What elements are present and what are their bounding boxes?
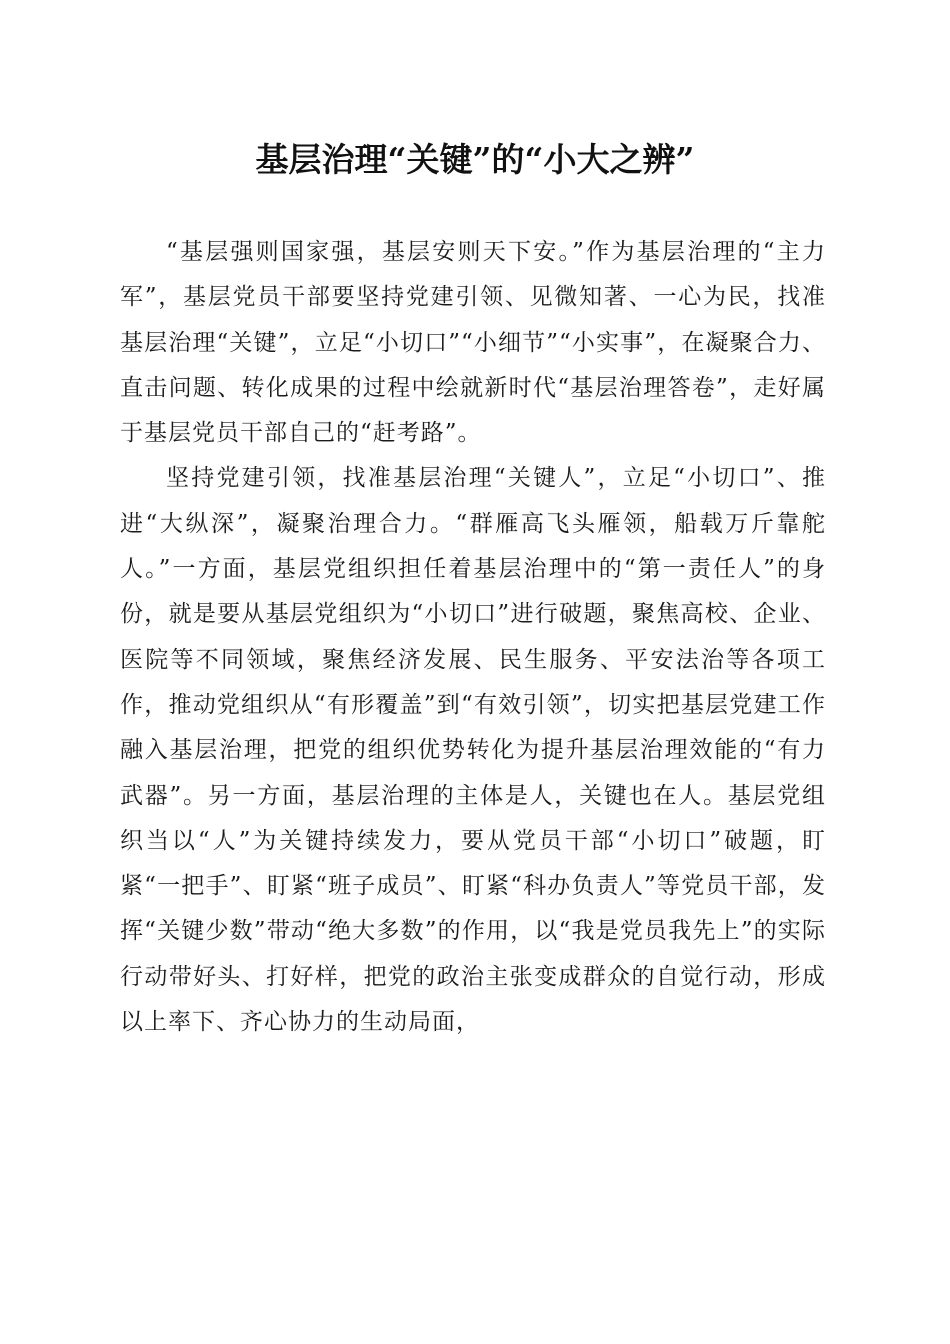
- paragraph-2: 坚持党建引领，找准基层治理“关键人”，立足“小切口”、推进“大纵深”，凝聚治理合力。“群雁高飞头雁领，船载万斤靠舵人。”一方面，基层党组织担任着基层治理中的“第一责任人”的身份，就是要从基层党组织为“小切口”进行破题，聚焦高校、企业、医院等不同领域，聚焦经济发展、民生服务、平安法治等各项工作，推动党组织从“有形覆盖”到“有效引领”，切实把基层党建工作融入基层治理，把党的组织优势转化为提升基层治理效能的“有力武器”。另一方面，基层治理的主体是人，关键也在人。基层党组织当以“人”为关键持续发力，要从党员干部“小切口”破题，盯紧“一把手”、盯紧“班子成员”、盯紧“科办负责人”等党员干部，发挥“关键少数”带动“绝大多数”的作用，以“我是党员我先上”的实际行动带好头、打好样，把党的政治主张变成群众的自觉行动，形成以上率下、齐心协力的生动局面，: [120, 465, 826, 1036]
- paragraph-1: “基层强则国家强，基层安则天下安。”作为基层治理的“主力军”，基层党员干部要坚持党建引领、见微知著、一心为民，找准基层治理“关键”，立足“小切口”“小细节”“小实事”，在凝聚合力、直击问题、转化成果的过程中绘就新时代“基层治理答卷”，走好属于基层党员干部自己的“赶考路”。: [120, 239, 826, 447]
- document-body: [120, 230, 826, 1045]
- document-title: 基层治理“关键”的“小大之辨”: [255, 140, 695, 179]
